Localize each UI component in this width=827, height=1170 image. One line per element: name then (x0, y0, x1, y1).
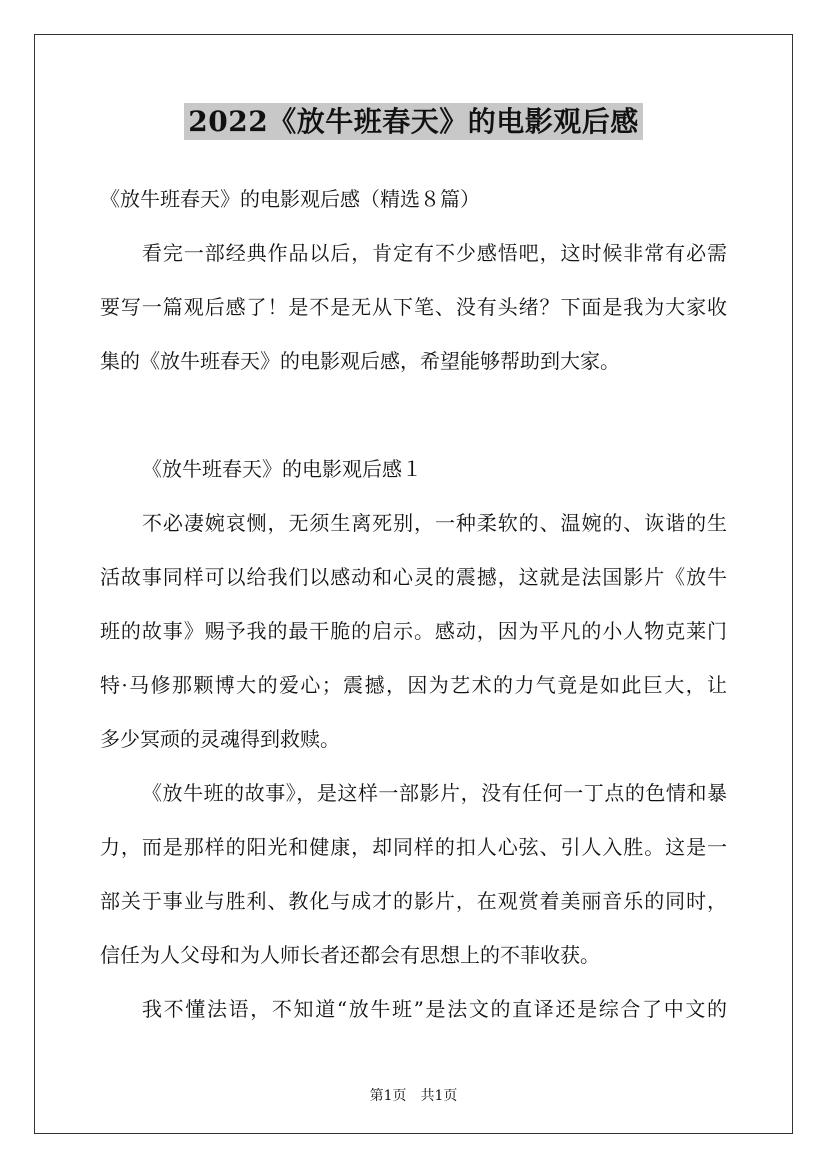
para1-line-1: 不必凄婉哀恻，无须生离死别，一种柔软的、温婉的、诙谐的生 (142, 511, 727, 535)
para1-line-2: 活故事同样可以给我们以感动和心灵的震撼，这就是法国影片《放牛 (100, 565, 727, 589)
para1-line-4: 特·马修那颗博大的爱心；震撼，因为艺术的力气竟是如此巨大，让 (100, 673, 727, 697)
intro-line-2: 要写一篇观后感了！是不是无从下笔、没有头绪？下面是我为大家收 (100, 295, 727, 319)
para2-line-3: 部关于事业与胜利、教化与成才的影片，在观赏着美丽音乐的同时， (100, 889, 727, 913)
page-footer: 第1页 共1页 (369, 1088, 458, 1104)
section-heading: 《放牛班春天》的电影观后感１ (142, 457, 422, 481)
para2-line-4: 信任为人父母和为人师长者还都会有思想上的不菲收获。 (100, 943, 600, 967)
para1-line-5: 多少冥顽的灵魂得到救赎。 (100, 727, 340, 751)
intro-line-1: 看完一部经典作品以后，肯定有不少感悟吧，这时候非常有必需 (142, 241, 727, 265)
title-text: 2022《放牛班春天》的电影观后感 (184, 103, 642, 140)
intro-line-3: 集的《放牛班春天》的电影观后感，希望能够帮助到大家。 (100, 349, 620, 373)
document-title (0, 100, 827, 140)
para3-line-1: 我不懂法语，不知道“放牛班”是法文的直译还是综合了中文的 (142, 997, 727, 1021)
para1-line-3: 班的故事》赐予我的最干脆的启示。感动，因为平凡的小人物克莱门 (100, 619, 727, 643)
para2-line-1: 《放牛班的故事》，是这样一部影片，没有任何一丁点的色情和暴 (142, 781, 727, 805)
para2-line-2: 力，而是那样的阳光和健康，却同样的扣人心弦、引人入胜。这是一 (100, 835, 727, 859)
subtitle: 《放牛班春天》的电影观后感（精选８篇） (100, 187, 480, 211)
